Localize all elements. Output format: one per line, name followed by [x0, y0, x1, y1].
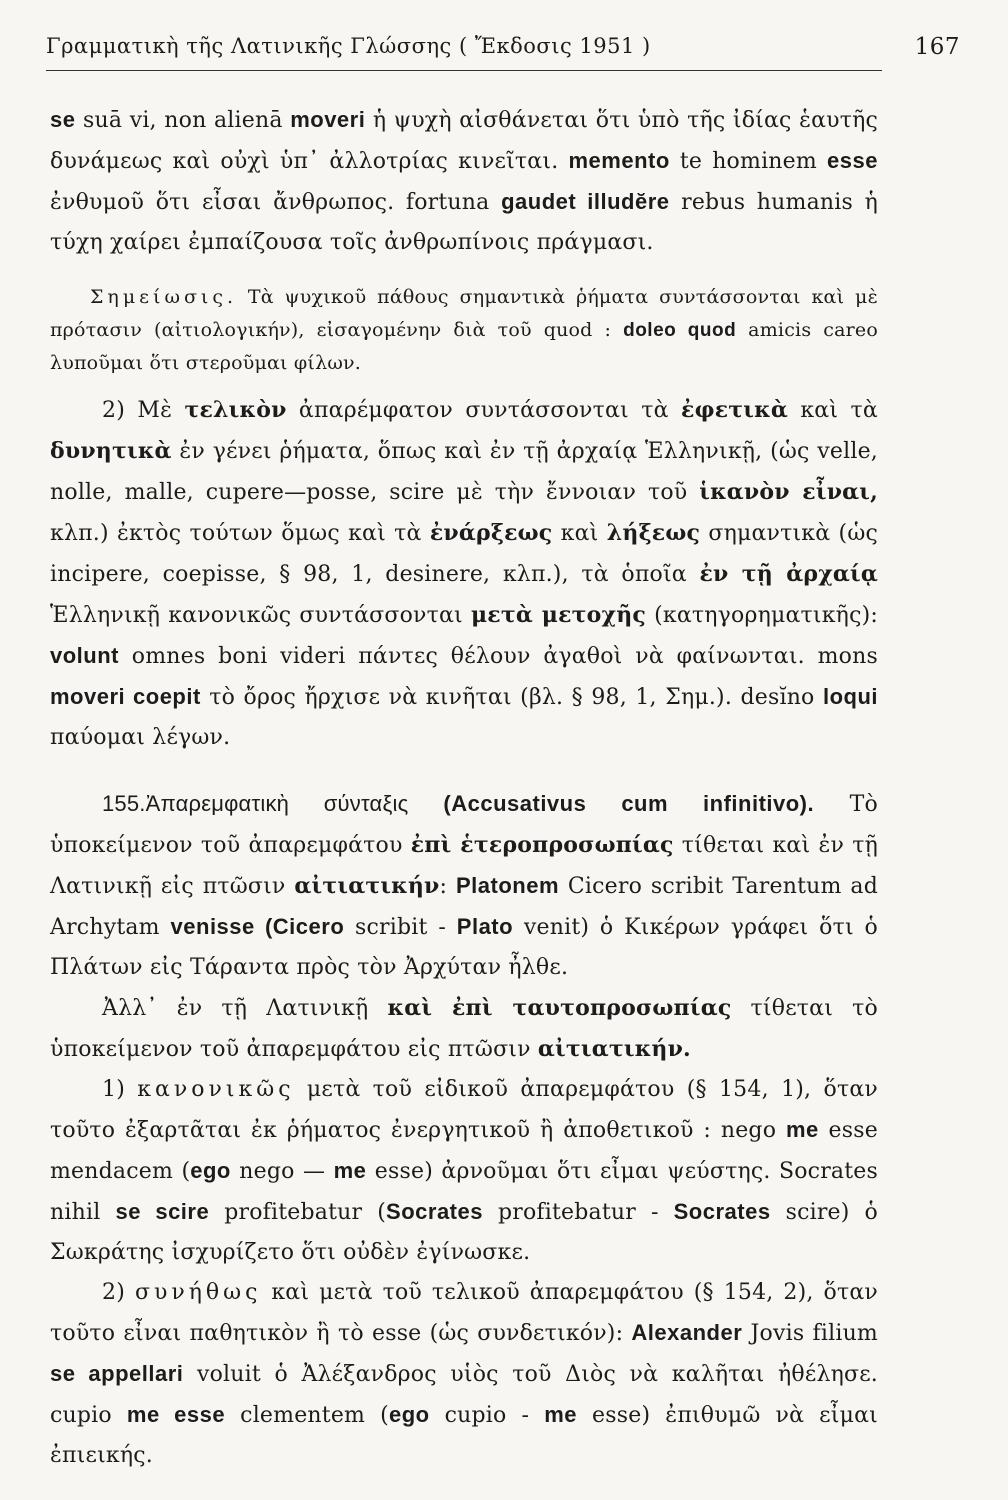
greek-bold: τελικὸν — [184, 397, 287, 423]
note-paragraph — [50, 281, 878, 380]
text-run: τὸ ὄρος ἤρχισε νὰ κινῆται (βλ. § 98, 1, Σημ.). desĭno — [200, 685, 823, 710]
greek-bold: μετὰ μετοχῆς — [471, 602, 647, 628]
text-run: κλπ.) ἐκτὸς τούτων ὅμως καὶ τὰ — [50, 521, 430, 546]
text-run: τίθεται τὸ ὑποκείμενον τοῦ ἀπαρεμφάτου εἰς πτῶσιν — [50, 996, 878, 1062]
latin-bold: me — [544, 1402, 578, 1427]
paragraph-examples — [50, 100, 878, 263]
text-run: καὶ μετὰ τοῦ τελικοῦ ἀπαρεμφάτου (§ 154, 2), ὅταν τοῦτο εἶναι παθητικὸν ἢ τὸ esse (ὡς συνδετικόν): — [50, 1280, 878, 1346]
text-run: μετὰ τοῦ εἰδικοῦ ἀπαρεμφάτου (§ 154, 1), ὅταν τοῦτο ἐξαρτᾶται ἐκ ῥήματος ἐνεργητικοῦ ἢ ἀποθετικοῦ : nego — [50, 1077, 878, 1143]
note-label: Σημείωσις. — [90, 286, 238, 308]
section-title: Ἀπαρεμφατικὴ σύνταξις — [145, 791, 409, 816]
text-run: καὶ — [552, 521, 607, 546]
latin-bold: doleo quod — [623, 320, 737, 341]
text-run: Τὸ ὑποκείμενον τοῦ ἀπαρεμφάτου — [50, 792, 879, 858]
section-155 — [50, 784, 878, 988]
latin-bold: Socrates — [386, 1199, 483, 1224]
text-run: ἐν γένει ῥήματα, ὅπως καὶ ἐν τῇ ἀρχαίᾳ Ἑλληνικῇ, (ὡς velle, nolle, malle, cupere—posse, scire μὲ τὴν ἔννοιαν τοῦ — [50, 439, 878, 505]
latin-bold: Alexander — [631, 1320, 743, 1345]
greek-bold: ἐπὶ ἑτεροπροσωπίας — [410, 832, 674, 858]
text-run: Ἑλληνικῇ κανονικῶς συντάσσονται — [50, 603, 471, 628]
text-run: ἀπαρέμφατον συντάσσονται τὰ — [286, 398, 682, 423]
greek-bold: αἰτιατικήν — [294, 873, 440, 899]
text-run: scribit - — [344, 915, 457, 940]
text-run: σημαντικὰ (ὡς incipere, coepisse, § 98, 1, desinere, κλπ.), τὰ ὁποῖα — [50, 521, 878, 587]
section-title-latin: (Accusativus cum infinitivo). — [408, 791, 815, 816]
text-run: scire) ὁ Σωκράτης ἰσχυρίζετο ὅτι οὐδὲν ἐγίνωσκε. — [50, 1200, 878, 1265]
greek-bold: ἐν τῇ ἀρχαίᾳ — [699, 561, 878, 587]
latin-bold: me — [785, 1117, 819, 1142]
text-run: te hominem — [669, 149, 828, 174]
running-head-title: Γραμματικὴ τῆς Λατινικῆς Γλώσσης ( Ἔκδοσις 1951 ) — [46, 34, 651, 58]
page-body — [50, 100, 878, 1476]
spaced-term: συνήθως — [134, 1280, 262, 1305]
text-run: Τὰ ψυχικοῦ πάθους σημαντικὰ ῥήματα συντάσσονται καὶ μὲ πρότασιν (αἰτιολογικήν), εἰσαγομένην διὰ τοῦ quod : — [50, 286, 878, 341]
text-run: cupio - — [429, 1403, 545, 1428]
latin-bold: Plato — [456, 914, 514, 939]
greek-bold: ἐφετικὰ — [681, 397, 788, 423]
latin-bold: venisse (Cicero — [170, 914, 345, 939]
greek-bold: καὶ ἐπὶ ταυτοπροσωπίας — [387, 995, 732, 1021]
text-run: profitebatur - — [482, 1200, 674, 1225]
latin-bold: moveri — [290, 107, 366, 132]
section-number: 155. — [102, 791, 146, 816]
greek-bold: δυνητικὰ — [50, 438, 172, 464]
latin-bold: gaudet illudĕre — [501, 189, 670, 214]
latin-bold: se appellari — [50, 1361, 184, 1386]
text-run: καὶ τὰ — [787, 398, 878, 423]
text-run: nego — — [230, 1159, 334, 1184]
latin-bold: Socrates — [673, 1199, 771, 1224]
text-run: Jovis filium — [742, 1321, 878, 1346]
latin-bold: me esse — [126, 1402, 226, 1427]
latin-bold: volunt — [50, 643, 119, 668]
greek-bold: λήξεως — [606, 520, 701, 546]
latin-bold: se scire — [115, 1199, 210, 1224]
text-run: venit) ὁ Κικέρων γράφει ὅτι ὁ Πλάτων εἰς Τάραντα πρὸς τὸν Ἀρχύταν ἦλθε. — [50, 915, 879, 980]
paragraph-final-infinitive — [50, 390, 878, 758]
latin-bold: me — [333, 1158, 367, 1183]
greek-bold: αἰτιατικήν. — [537, 1036, 691, 1062]
latin-bold: esse — [827, 148, 878, 173]
text-run: suā vi, non alienā — [75, 108, 291, 133]
text-run: 2) — [102, 1280, 135, 1305]
paragraph-rule-1 — [50, 1070, 878, 1273]
text-run: esse mendacem ( — [50, 1118, 878, 1184]
text-run: 1) — [102, 1077, 138, 1102]
text-run: ἡ ψυχὴ αἰσθάνεται ὅτι ὑπὸ τῆς ἰδίας ἑαυτῆς δυνάμεως καὶ οὐχὶ ὑπ᾽ ἀλλοτρίας κινεῖται. — [50, 108, 878, 174]
page-number: 167 — [914, 34, 960, 60]
text-run: clementem ( — [225, 1403, 389, 1428]
text-run: profitebatur ( — [209, 1200, 387, 1225]
text-run: voluit ὁ Ἀλέξανδρος υἱὸς τοῦ Διὸς νὰ καλῆται ἠθέλησε. cupio — [50, 1362, 878, 1428]
spaced-term: κανονικῶς — [137, 1077, 295, 1102]
text-run: τίθεται καὶ ἐν τῇ Λατινικῇ εἰς πτῶσιν — [50, 833, 878, 899]
text-run: Ἀλλ᾽ ἐν τῇ Λατινικῇ — [102, 996, 388, 1021]
text-run: : — [439, 874, 456, 899]
greek-bold: ἱκανὸν εἶναι, — [699, 479, 878, 505]
text-run: ἐνθυμοῦ ὅτι εἶσαι ἄνθρωπος. fortuna — [50, 190, 502, 215]
text-run: omnes boni videri πάντες θέλουν ἀγαθοὶ νὰ φαίνωνται. mons — [119, 644, 878, 669]
latin-bold: se — [50, 107, 76, 132]
latin-bold: loqui — [822, 684, 879, 709]
running-head — [46, 30, 960, 71]
latin-bold: ego — [388, 1402, 430, 1427]
latin-bold: moveri coepit — [50, 684, 201, 709]
text-run: rebus humanis ἡ τύχη χαίρει ἐμπαίζουσα τοῖς ἀνθρωπίνοις πράγμασι. — [50, 190, 878, 255]
latin-bold: memento — [568, 148, 670, 173]
latin-bold: ego — [190, 1158, 231, 1183]
text-run: 2) Μὲ — [102, 398, 185, 423]
text-run: (κατηγορηματικῆς): — [646, 603, 878, 628]
paragraph-same-subject — [50, 988, 878, 1070]
text-run: Cicero scribit Tarentum ad Archytam — [50, 874, 878, 940]
latin-bold: Platonem — [456, 873, 560, 898]
text-run: esse) ἀρνοῦμαι ὅτι εἶμαι ψεύστης. Socrates nihil — [50, 1159, 878, 1225]
text-run: esse) ἐπιθυμῶ νὰ εἶμαι ἐπιεικής. — [50, 1403, 878, 1468]
text-run: amicis careo λυποῦμαι ὅτι στεροῦμαι φίλων. — [50, 319, 878, 374]
paragraph-rule-2 — [50, 1273, 878, 1476]
greek-bold: ἐνάρξεως — [429, 520, 553, 546]
text-run: παύομαι λέγων. — [50, 725, 231, 750]
